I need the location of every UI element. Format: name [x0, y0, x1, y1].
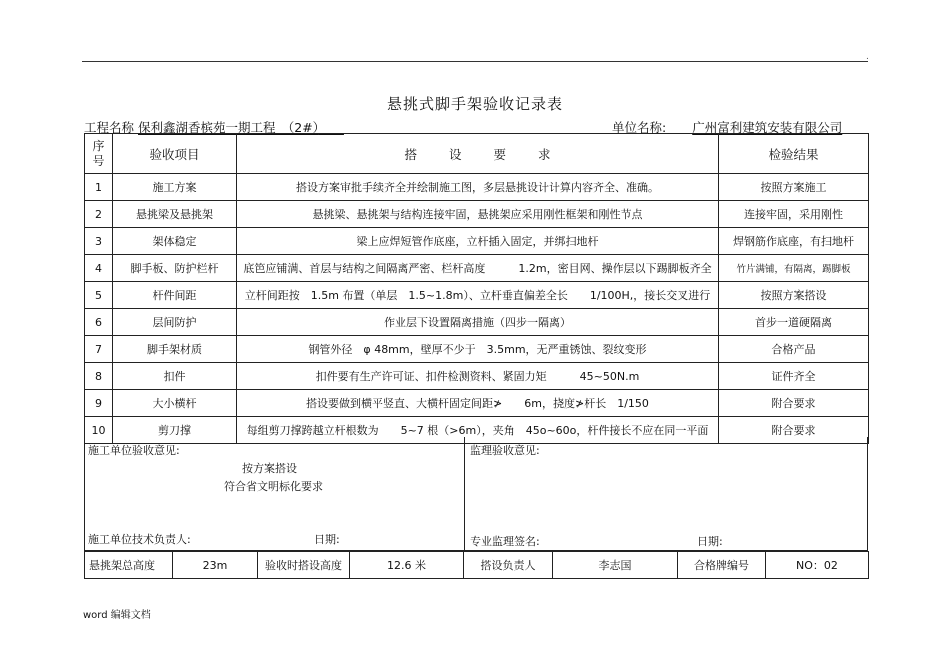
- row-item: 架体稳定: [113, 228, 237, 255]
- opinion-divider: [464, 437, 465, 550]
- project-name-label: 工程名称: [84, 120, 135, 135]
- construction-opinion-label: 施工单位验收意见:: [88, 444, 180, 457]
- table-row: [85, 228, 869, 255]
- row-item: 脚手架材质: [113, 336, 237, 363]
- row-item: 大小横杆: [113, 390, 237, 417]
- row-result: 首步一道硬隔离: [719, 309, 869, 336]
- header-rule: [82, 61, 868, 62]
- row-no: 3: [85, 228, 113, 255]
- table-row: [85, 174, 869, 201]
- row-requirement: 梁上应焊短管作底座，立杆插入固定，并绑扫地杆: [237, 228, 719, 255]
- row-no: 8: [85, 363, 113, 390]
- table-row: [85, 309, 869, 336]
- footer-text: word 编辑文档: [83, 610, 151, 621]
- row-result: 连接牢固，采用刚性: [719, 201, 869, 228]
- row-result: 合格产品: [719, 336, 869, 363]
- row-requirement: 作业层下设置隔离措施（四步一隔离）: [237, 309, 719, 336]
- total-height-label: 悬挑架总高度: [85, 552, 173, 579]
- responsible-value: 李志国: [553, 552, 678, 579]
- row-item: 施工方案: [113, 174, 237, 201]
- row-no: 4: [85, 255, 113, 282]
- row-no: 6: [85, 309, 113, 336]
- row-item: 扣件: [113, 363, 237, 390]
- header-requirement: 搭 设 要 求: [237, 134, 719, 174]
- row-result: 按照方案施工: [719, 174, 869, 201]
- row-requirement: 搭设要做到横平竖直、大横杆固定间距≯ 6m，挠度≯杆长 1/150: [237, 390, 719, 417]
- row-no: 9: [85, 390, 113, 417]
- row-result: 证件齐全: [719, 363, 869, 390]
- tech-lead-label: 施工单位技术负责人:: [88, 533, 191, 546]
- table-row: [85, 363, 869, 390]
- table-row: [85, 336, 869, 363]
- construction-opinion-text-2: 符合省文明标化要求: [224, 480, 323, 493]
- row-no: 7: [85, 336, 113, 363]
- row-item: 杆件间距: [113, 282, 237, 309]
- unit-name-label: 单位名称:: [612, 120, 667, 135]
- row-requirement: 钢管外径 φ 48mm，壁厚不少于 3.5mm，无严重锈蚀、裂纹变形: [237, 336, 719, 363]
- row-item: 悬挑梁及悬挑架: [113, 201, 237, 228]
- plate-label: 合格牌编号: [678, 552, 766, 579]
- row-no: 2: [85, 201, 113, 228]
- table-header-row: [85, 134, 869, 174]
- table-row: [85, 255, 869, 282]
- row-requirement: 立杆间距按 1.5m 布置（单层 1.5~1.8m）、立杆垂直偏差全长 1/100H,，接长交叉进行: [237, 282, 719, 309]
- table-row: [85, 390, 869, 417]
- construction-opinion-text-1: 按方案搭设: [242, 462, 297, 475]
- row-no: 10: [85, 417, 113, 444]
- row-requirement: 扣件要有生产许可证、扣件检测资料、紧固力矩 45~50N.m: [237, 363, 719, 390]
- inspection-table: [84, 133, 869, 444]
- row-requirement: 搭设方案审批手续齐全并绘制施工图，多层悬挑设计计算内容齐全、准确。: [237, 174, 719, 201]
- current-height-label: 验收时搭设高度: [258, 552, 350, 579]
- header-seq: 序 号: [85, 134, 113, 174]
- row-result: 附合要求: [719, 417, 869, 444]
- unit-name-value: 广州富利建筑安装有限公司: [692, 120, 843, 135]
- date-label-left: 日期:: [314, 533, 340, 546]
- project-name-value: 保利鑫湖香槟苑一期工程 （2#）: [138, 120, 319, 135]
- supervisor-sign-label: 专业监理签名:: [470, 535, 540, 548]
- plate-value: NO：02: [766, 552, 869, 579]
- row-result: 附合要求: [719, 390, 869, 417]
- total-height-value: 23m: [173, 552, 258, 579]
- table-row: [85, 282, 869, 309]
- date-label-right: 日期:: [697, 535, 723, 548]
- row-no: 1: [85, 174, 113, 201]
- row-requirement: 每组剪刀撑跨越立杆根数为 5~7 根（>6m），夹角 45o~60o，杆件接长不应在同一平面: [237, 417, 719, 444]
- supervision-opinion-label: 监理验收意见:: [470, 444, 540, 457]
- summary-row: [85, 552, 869, 579]
- row-item: 层间防护: [113, 309, 237, 336]
- row-item: 脚手板、防护栏杆: [113, 255, 237, 282]
- row-requirement: 悬挑梁、悬挑架与结构连接牢固，悬挑架应采用刚性框架和刚性节点: [237, 201, 719, 228]
- row-item: 剪刀撑: [113, 417, 237, 444]
- document-title: 悬挑式脚手架验收记录表: [386, 95, 563, 113]
- row-result: 竹片满铺，有隔离，踢脚板: [719, 255, 869, 282]
- current-height-value: 12.6 米: [350, 552, 464, 579]
- header-result: 检验结果: [719, 134, 869, 174]
- row-result: 按照方案搭设: [719, 282, 869, 309]
- row-no: 5: [85, 282, 113, 309]
- page-corner-mark: .: [866, 52, 869, 62]
- row-result: 焊钢筋作底座，有扫地杆: [719, 228, 869, 255]
- header-item: 验收项目: [113, 134, 237, 174]
- responsible-label: 搭设负责人: [464, 552, 553, 579]
- summary-table: [84, 551, 869, 579]
- opinion-section: [84, 437, 868, 551]
- row-requirement: 底笆应铺满、首层与结构之间隔离严密、栏杆高度 1.2m，密目网、操作层以下踢脚板齐全: [237, 255, 719, 282]
- table-row: [85, 201, 869, 228]
